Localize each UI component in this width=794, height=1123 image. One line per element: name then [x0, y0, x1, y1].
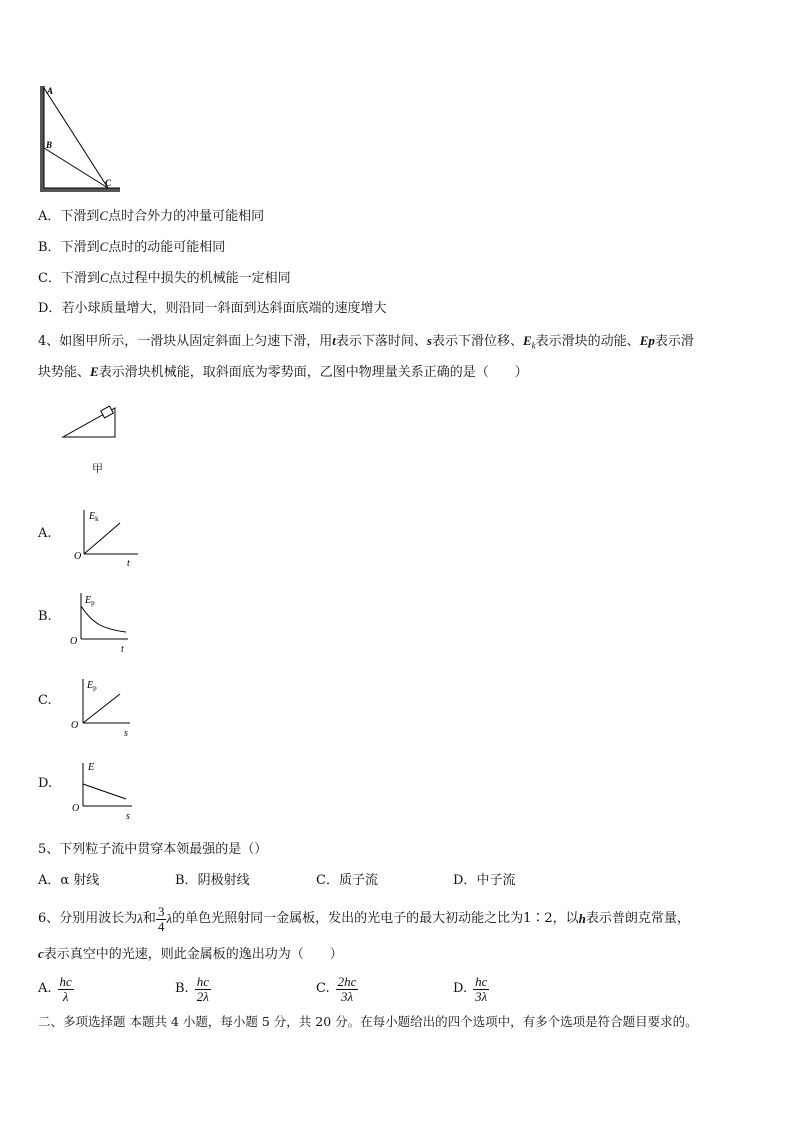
q4-option-d-letter[interactable]: D. — [38, 776, 53, 791]
q3-option-d[interactable] — [38, 301, 386, 317]
q3-option-b[interactable] — [38, 239, 225, 256]
q6-option-c-fraction: $\frac{2hc}{3\lambda}$ — [337, 973, 357, 1004]
q5-option-d-text: 中子流 — [476, 873, 516, 888]
q4-graph-b — [68, 589, 140, 653]
q4-graph-b-xlabel: t — [121, 644, 124, 653]
q4-graph-c — [68, 673, 140, 737]
q3-option-a[interactable] — [38, 208, 264, 225]
q4-graph-d-xlabel: s — [126, 811, 130, 821]
q6-option-c-letter: C. — [316, 981, 330, 996]
q6-text-line2: 表示真空中的光速，则此金属板的逸出功为（ ） — [43, 947, 343, 962]
q3-option-a-letter: A． — [38, 209, 61, 224]
q3-option-b-pre: 下滑到 — [60, 240, 100, 255]
q6-option-b[interactable] — [175, 970, 211, 1008]
q3-option-a-post: 点时合外力的冲量可能相同 — [108, 209, 265, 224]
q4-slope-figure — [60, 404, 120, 440]
q5-option-c-letter: C． — [316, 873, 339, 888]
q6-var-lambda-2: λ — [166, 911, 173, 926]
q4-stem-text-a: 4、如图甲所示，一滑块从固定斜面上匀速下滑，用 — [38, 334, 333, 349]
q3-option-b-letter: B． — [38, 240, 61, 255]
q6-text-a: 6、分别用波长为 — [38, 911, 138, 926]
q3-option-c-post: 点过程中损失的机械能一定相同 — [108, 271, 291, 286]
q4-graph-d-curve — [83, 784, 126, 799]
q6-option-c[interactable] — [316, 970, 358, 1008]
section2-heading: 二、多项选择题 本题共 4 小题，每小题 5 分，共 20 分。在每小题给出的四个选项中，有多个选项是符合题目要求的。 — [38, 1014, 698, 1029]
q4-var-ek: E — [523, 333, 532, 348]
q4-var-t: t — [332, 333, 336, 348]
q5-option-d-letter: D． — [453, 873, 477, 888]
q4-graph-c-origin: O — [71, 720, 79, 731]
q3-option-c-var: C — [99, 270, 109, 285]
q4-stem2-text-a: 块势能、 — [38, 365, 91, 380]
q6-var-lambda: λ — [137, 911, 143, 926]
q4-graph-c-ylabel: $E_p$ — [87, 680, 97, 692]
q4-stem-text-c: 表示下滑位移、 — [431, 334, 523, 349]
q6-text-b: 和 — [142, 911, 156, 926]
q4-graph-a-xlabel: t — [127, 558, 130, 568]
q4-var-e: E — [90, 364, 99, 379]
q4-stem2-text-b: 表示滑块机械能，取斜面底为零势面，乙图中物理量关系正确的是（ ） — [98, 365, 528, 380]
q4-graph-c-xlabel: s — [124, 728, 128, 737]
q6-var-h: h — [578, 911, 586, 926]
q3-label-c: C — [105, 178, 112, 188]
q6-stem-line2 — [38, 946, 343, 963]
q5-option-a-letter: A． — [38, 873, 61, 888]
q4-graph-d-origin: O — [72, 803, 80, 814]
q3-option-d-text: 若小球质量增大，则沿同一斜面到达斜面底端的速度增大 — [61, 301, 387, 316]
q6-text-d: 表示普朗克常量， — [585, 911, 690, 926]
q3-option-c-letter: C． — [38, 271, 61, 286]
q4-stem-line2 — [38, 364, 528, 381]
q3-option-d-letter: D． — [38, 301, 62, 316]
q4-graph-a-origin: O — [74, 551, 82, 562]
q6-option-a[interactable] — [38, 970, 74, 1008]
q5-option-a[interactable] — [38, 873, 99, 889]
q5-option-b-letter: B． — [175, 873, 198, 888]
q4-graph-b-origin: O — [70, 636, 78, 647]
q6-option-b-fraction: $\frac{hc}{2\lambda}$ — [196, 973, 209, 1004]
q3-label-b: B — [46, 140, 53, 150]
q3-option-a-var: C — [99, 208, 109, 223]
q4-figure-caption: 甲 — [92, 462, 103, 475]
q6-var-c: c — [38, 946, 44, 961]
q4-graph-a — [70, 506, 142, 568]
q5-stem: 5、下列粒子流中贯穿本领最强的是（） — [38, 842, 268, 857]
q6-option-d-letter: D. — [453, 981, 468, 996]
q4-option-c-letter[interactable]: C. — [38, 693, 52, 708]
q4-graph-b-curve — [81, 606, 126, 632]
q5-option-c[interactable] — [316, 873, 378, 889]
q3-option-b-var: C — [99, 239, 109, 254]
q4-graph-a-ylabel: $E_k$ — [89, 511, 99, 523]
q5-option-c-text: 质子流 — [338, 873, 378, 888]
q3-option-a-pre: 下滑到 — [60, 209, 100, 224]
q3-option-c-pre: 下滑到 — [60, 271, 100, 286]
q4-var-s: s — [426, 333, 432, 348]
q4-option-b-letter[interactable]: B. — [38, 609, 52, 624]
q6-option-a-fraction: $\frac{hc}{\lambda}$ — [59, 973, 72, 1004]
q5-option-d[interactable] — [453, 873, 515, 889]
q4-stem-line1 — [38, 333, 694, 354]
q3-option-c[interactable] — [38, 270, 291, 287]
q4-stem-text-d: 表示滑块的动能、 — [535, 334, 640, 349]
q4-graph-c-curve — [83, 694, 120, 723]
q4-var-ep: Ep — [639, 333, 655, 348]
q3-label-a: A — [47, 86, 54, 96]
q6-option-d[interactable] — [453, 970, 489, 1008]
q6-text-c: 的单色光照射同一金属板，发出的光电子的最大初动能之比为1∶2，以 — [172, 911, 579, 926]
q5-option-b[interactable] — [175, 873, 250, 889]
q4-option-a-letter[interactable]: A. — [38, 526, 52, 541]
q4-graph-a-curve — [84, 523, 120, 554]
q4-stem-text-e: 表示滑 — [654, 334, 694, 349]
q6-option-b-letter: B. — [175, 981, 189, 996]
q6-option-d-fraction: $\frac{hc}{3\lambda}$ — [475, 973, 488, 1004]
q5-option-a-text: α 射线 — [60, 873, 100, 888]
q3-incline-figure — [36, 82, 122, 194]
q5-option-b-text: 阴极射线 — [197, 873, 250, 888]
q4-graph-d — [68, 757, 140, 821]
q4-graph-b-ylabel: $E_p$ — [85, 595, 95, 607]
q4-var-ek-sub: k — [531, 340, 536, 351]
q3-option-b-post: 点时的动能可能相同 — [108, 240, 226, 255]
q4-graph-d-ylabel: E — [88, 762, 95, 773]
q4-stem-text-b: 表示下落时间、 — [335, 334, 427, 349]
q6-fraction-three-quarters: $\frac{3}{4}$ — [157, 903, 165, 934]
q6-option-a-letter: A. — [38, 981, 52, 996]
q6-stem-line1 — [38, 901, 690, 937]
